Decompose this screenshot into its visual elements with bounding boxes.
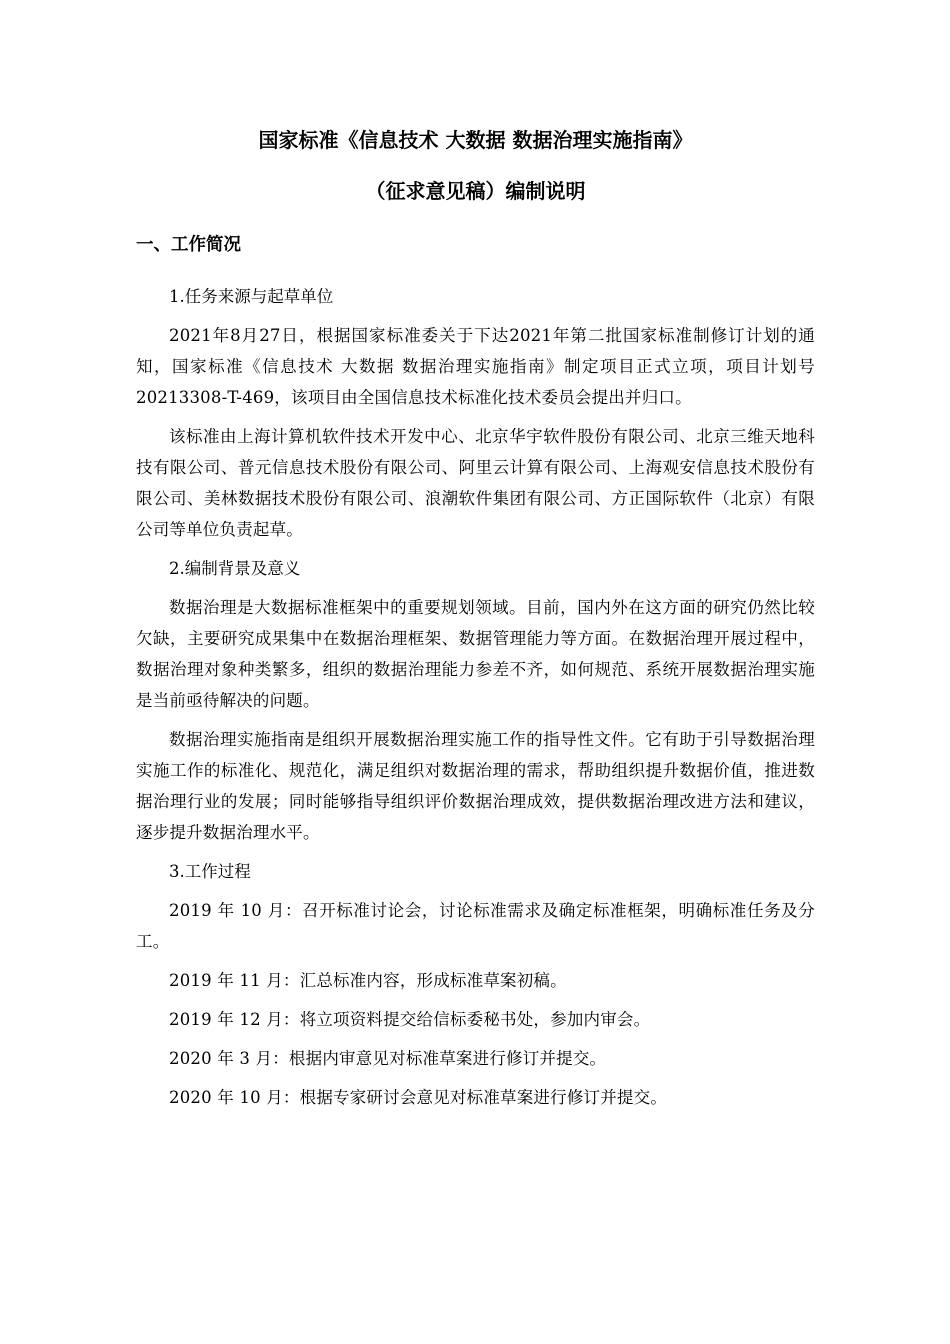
paragraph-project-approval: 2021年8月27日，根据国家标准委关于下达2021年第二批国家标准制修订计划的通知，国家标准《信息技术 大数据 数据治理实施指南》制定项目正式立项，项目计划号20213308-T-469，该项目由全国信息技术标准化技术委员会提出并归口。 [136, 326, 815, 407]
timeline-item: 2019 年 12 月：将立项资料提交给信标委秘书处，参加内审会。 [169, 1010, 651, 1029]
section-heading-work-overview: 一、工作简况 [136, 235, 241, 255]
timeline-item: 2019 年 10 月：召开标准讨论会，讨论标准需求及确定标准框架，明确标准任务及分工。 [136, 901, 815, 951]
paragraph-drafting-units: 该标准由上海计算机软件技术开发中心、北京华宇软件股份有限公司、北京三维天地科技有限公司、普元信息技术股份有限公司、阿里云计算有限公司、上海观安信息技术股份有限公司、美林数据技术股份有限公司、浪潮软件集团有限公司、方正国际软件（北京）有限公司等单位负责起草。 [136, 427, 815, 539]
document-title-line1: 国家标准《信息技术 大数据 数据治理实施指南》 [258, 128, 693, 152]
subheading-work-process: 3.工作过程 [169, 862, 251, 881]
subheading-background: 2.编制背景及意义 [169, 559, 301, 578]
paragraph-significance: 数据治理实施指南是组织开展数据治理实施工作的指导性文件。它有助于引导数据治理实施工作的标准化、规范化，满足组织对数据治理的需求，帮助组织提升数据价值，推进数据治理行业的发展；同时能够指导组织评价数据治理成效，提供数据治理改进方法和建议，逐步提升数据治理水平。 [136, 730, 815, 842]
document-title-line2: （征求意见稿）编制说明 [365, 179, 586, 203]
timeline-item: 2020 年 3 月：根据内审意见对标准草案进行修订并提交。 [169, 1049, 607, 1068]
timeline-item: 2020 年 10 月：根据专家研讨会意见对标准草案进行修订并提交。 [169, 1088, 668, 1107]
paragraph-background: 数据治理是大数据标准框架中的重要规划领域。目前，国内外在这方面的研究仍然比较欠缺，主要研究成果集中在数据治理框架、数据管理能力等方面。在数据治理开展过程中，数据治理对象种类繁多，组织的数据治理能力参差不齐，如何规范、系统开展数据治理实施是当前亟待解决的问题。 [136, 598, 815, 710]
timeline-item: 2019 年 11 月：汇总标准内容，形成标准草案初稿。 [169, 971, 567, 990]
document-body [136, 281, 815, 1121]
subheading-task-source: 1.任务来源与起草单位 [169, 287, 334, 306]
